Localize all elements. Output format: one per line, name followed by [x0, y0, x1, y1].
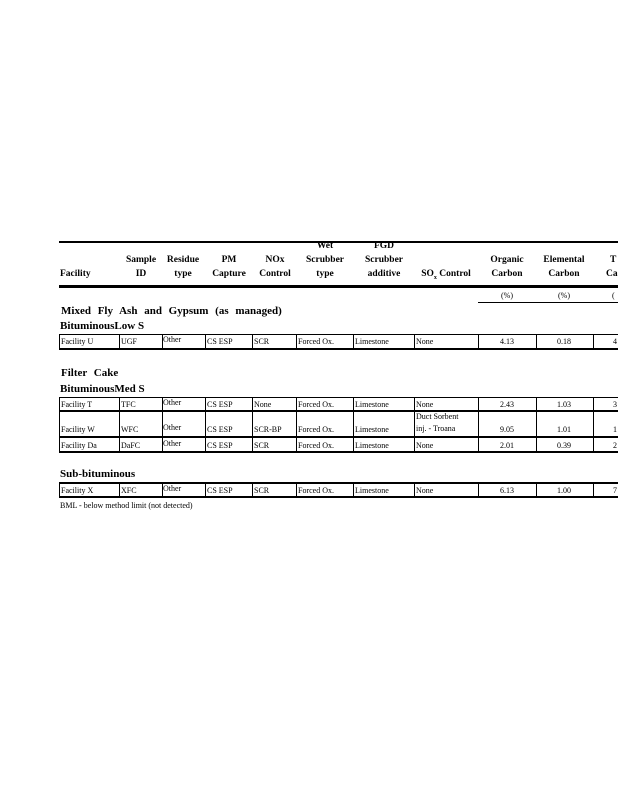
- cell-fgd: Limestone: [355, 400, 389, 409]
- row-rule: [59, 496, 618, 498]
- cell-residue: Other: [163, 398, 182, 407]
- col-divider: [252, 482, 253, 498]
- cell-facility: Facility W: [61, 425, 95, 434]
- col-divider: [593, 482, 594, 498]
- cell-nox: SCR: [254, 441, 270, 450]
- subsection-bituminous-low-s: BituminousLow S: [60, 320, 145, 332]
- cell-fgd: Limestone: [355, 337, 389, 346]
- col-divider: [59, 397, 60, 453]
- col-divider: [536, 334, 537, 349]
- cell-fgd: Limestone: [355, 441, 389, 450]
- cell-facility: Facility T: [61, 400, 93, 409]
- cell-wet: Forced Ox.: [298, 400, 334, 409]
- cell-wet: Forced Ox.: [298, 486, 334, 495]
- row-rule: [59, 397, 618, 398]
- col-divider: [162, 334, 163, 349]
- cell-facility: Facility U: [61, 337, 94, 346]
- cell-nox: SCR-BP: [254, 425, 282, 434]
- row-rule: [59, 348, 618, 350]
- unit-total: (: [612, 291, 615, 300]
- cell-pm: CS ESP: [207, 337, 233, 346]
- cell-organic: 9.05: [500, 425, 514, 434]
- col-divider: [59, 334, 60, 349]
- section-title-sub-bituminous: Sub-bituminous: [60, 468, 136, 480]
- cell-total: 4: [613, 337, 617, 346]
- cell-fgd: Limestone: [355, 486, 389, 495]
- cell-sample-id: WFC: [121, 425, 139, 434]
- col-divider: [478, 397, 479, 453]
- cell-organic: 2.43: [500, 400, 514, 409]
- cell-organic: 4.13: [500, 337, 514, 346]
- header-sample-id: Sample ID: [125, 255, 157, 279]
- col-divider: [414, 397, 415, 453]
- cell-wet: Forced Ox.: [298, 425, 334, 434]
- header-organic-carbon: Organic Carbon: [490, 255, 524, 279]
- cell-nox: None: [254, 400, 272, 409]
- unit-organic: (%): [501, 291, 513, 300]
- cell-residue: Other: [163, 484, 182, 493]
- header-total-carbon: T Ca: [606, 255, 618, 279]
- cell-so: Duct Sorbent inj. - Troana: [416, 412, 459, 433]
- col-divider: [353, 334, 354, 349]
- cell-residue: Other: [163, 423, 182, 432]
- cell-sample-id: TFC: [121, 400, 136, 409]
- header-nox-control: NOx Control: [259, 255, 291, 279]
- unit-underline: [478, 302, 618, 303]
- col-divider: [119, 334, 120, 349]
- cell-so: None: [416, 486, 434, 495]
- cell-wet: Forced Ox.: [298, 441, 334, 450]
- cell-so: None: [416, 441, 434, 450]
- col-divider: [593, 397, 594, 453]
- col-divider: [252, 334, 253, 349]
- cell-fgd: Limestone: [355, 425, 389, 434]
- col-divider: [478, 482, 479, 498]
- cell-elemental: 1.00: [557, 486, 571, 495]
- row-rule: [59, 410, 618, 412]
- cell-total: 1: [613, 425, 617, 434]
- header-wet-scrubber: Wet Scrubber type: [306, 241, 344, 279]
- cell-elemental: 0.18: [557, 337, 571, 346]
- cell-so: None: [416, 337, 434, 346]
- header-so-control: $SO_x$ Control: [421, 269, 471, 281]
- col-divider: [296, 397, 297, 453]
- header-fgd-additive: FGD Scrubber additive: [365, 241, 403, 279]
- cell-nox: SCR: [254, 337, 270, 346]
- cell-elemental: 1.03: [557, 400, 571, 409]
- col-divider: [252, 397, 253, 453]
- cell-total: 7: [613, 486, 617, 495]
- col-divider: [205, 482, 206, 498]
- cell-pm: CS ESP: [207, 441, 233, 450]
- section-title-mixed: Mixed Fly Ash and Gypsum (as managed): [61, 305, 282, 317]
- row-rule: [59, 334, 618, 335]
- col-divider: [205, 334, 206, 349]
- cell-pm: CS ESP: [207, 400, 233, 409]
- col-divider: [162, 397, 163, 453]
- cell-total: 3: [613, 400, 617, 409]
- cell-elemental: 1.01: [557, 425, 571, 434]
- cell-facility: Facility X: [61, 486, 94, 495]
- cell-facility: Facility Da: [61, 441, 97, 450]
- col-divider: [162, 482, 163, 498]
- col-divider: [59, 482, 60, 498]
- subsection-bituminous-med-s: BituminousMed S: [60, 383, 145, 395]
- col-divider: [296, 482, 297, 498]
- cell-so: None: [416, 400, 434, 409]
- cell-pm: CS ESP: [207, 425, 233, 434]
- col-divider: [478, 334, 479, 349]
- cell-total: 2: [613, 441, 617, 450]
- cell-sample-id: XFC: [121, 486, 137, 495]
- cell-sample-id: UGF: [121, 337, 138, 346]
- col-divider: [119, 397, 120, 453]
- cell-sample-id: DaFC: [121, 441, 141, 450]
- col-divider: [593, 334, 594, 349]
- cell-organic: 6.13: [500, 486, 514, 495]
- cell-residue: Other: [163, 335, 182, 344]
- cell-residue: Other: [163, 439, 182, 448]
- cell-pm: CS ESP: [207, 486, 233, 495]
- footnote: BML - below method limit (not detected): [60, 501, 193, 510]
- header-bottom-rule: [59, 285, 618, 288]
- col-divider: [205, 397, 206, 453]
- col-divider: [414, 334, 415, 349]
- section-title-filter-cake: Filter Cake: [61, 367, 119, 379]
- row-rule: [59, 436, 618, 438]
- cell-wet: Forced Ox.: [298, 337, 334, 346]
- header-elemental-carbon: Elemental Carbon: [543, 255, 585, 279]
- col-divider: [414, 482, 415, 498]
- cell-organic: 2.01: [500, 441, 514, 450]
- cell-elemental: 0.39: [557, 441, 571, 450]
- col-divider: [353, 482, 354, 498]
- row-rule: [59, 482, 618, 484]
- header-residue-type: Residue type: [166, 255, 200, 279]
- col-divider: [119, 482, 120, 498]
- col-divider: [536, 482, 537, 498]
- header-facility: Facility: [60, 269, 91, 279]
- col-divider: [296, 334, 297, 349]
- unit-elemental: (%): [558, 291, 570, 300]
- header-pm-capture: PM Capture: [212, 255, 246, 279]
- row-rule: [59, 451, 618, 453]
- col-divider: [353, 397, 354, 453]
- col-divider: [536, 397, 537, 453]
- cell-nox: SCR: [254, 486, 270, 495]
